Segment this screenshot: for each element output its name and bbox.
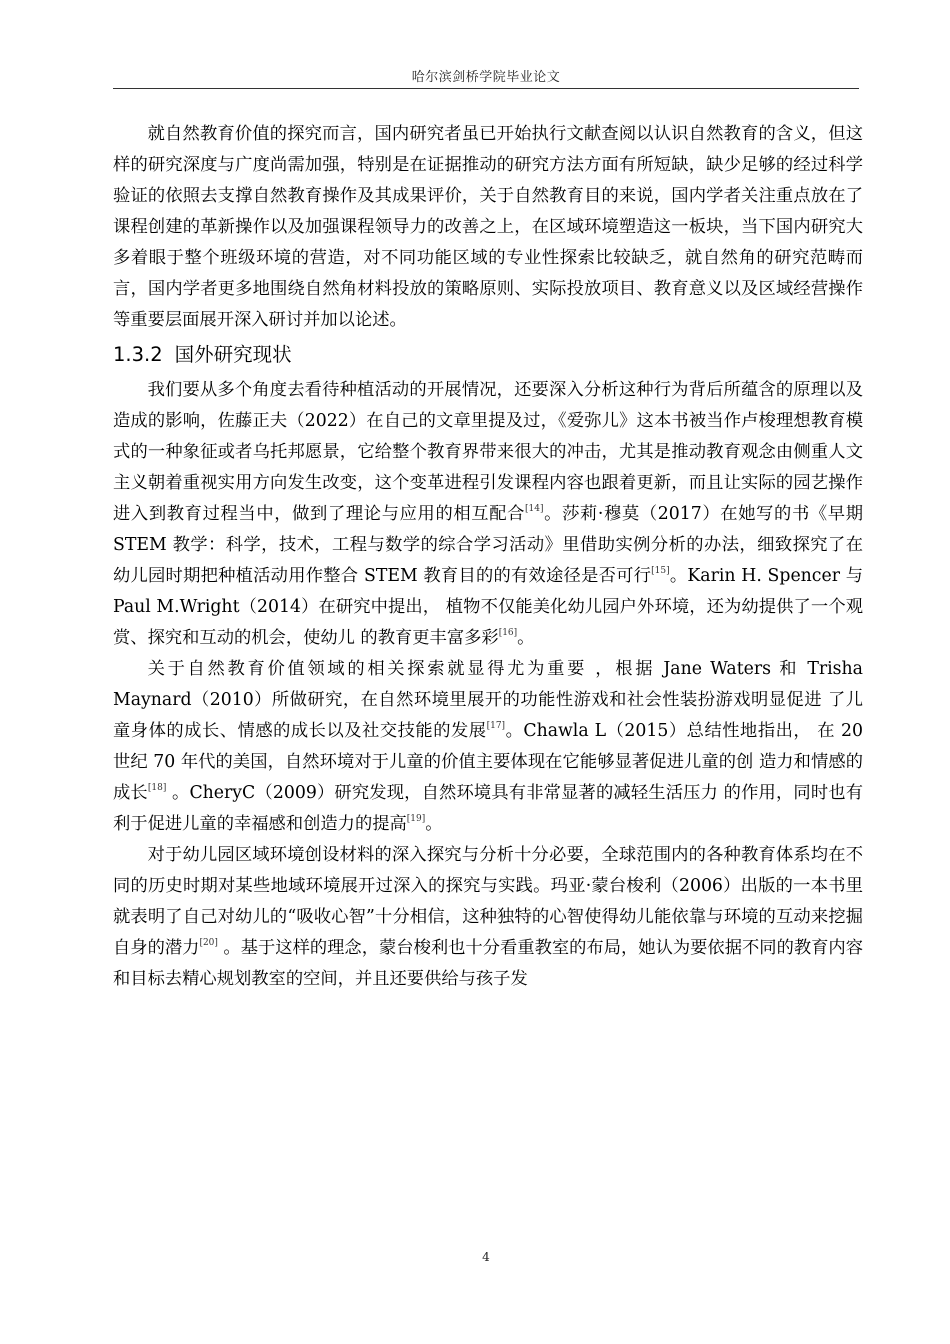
citation-14: [14] bbox=[525, 504, 544, 514]
paragraph-text: 。基于这样的理念，蒙台梭利也十分看重教室的布局，她认为要依据不同的教育内容和目标去精心规划教室的空间，并且还要供给与孩子发 bbox=[113, 938, 863, 989]
paragraph-nature-education-value bbox=[113, 654, 863, 840]
paragraph-text: 我们要从多个角度去看待种植活动的开展情况，还要深入分析这种行为背后所蕴含的原理以及造成的影响，佐藤正夫（2022）在自己的文章里提及过，《爱弥儿》这本书被当作卢梭理想教育模式的一种象征或者乌托邦愿景，它给整个教育界带来很大的冲击，尤其是推动教育观念由侧重人文主义朝着重视实用方向发生改变，这个变革进程引发课程内容也跟着更新，而且让实际的园艺操作进入到教育过程当中，做到了理论与应用的相互配合 bbox=[113, 380, 863, 524]
paragraph-text: 。 bbox=[425, 814, 443, 834]
paragraph-text: 。Chawla L（2015）总结性地指出， 在 20 世纪 70 年代的美国，自然环境对于儿童的价值主要体现在它能够显著促进儿童的创 造力和情感的成长 bbox=[113, 721, 863, 803]
citation-20: [20] bbox=[199, 938, 218, 948]
paragraph-planting-activities bbox=[113, 375, 863, 654]
citation-16: [16] bbox=[498, 628, 518, 638]
section-number: 1.3.2 bbox=[113, 343, 163, 366]
citation-15: [15] bbox=[651, 566, 670, 576]
paragraph-text: 就自然教育价值的探究而言，国内研究者虽已开始执行文献查阅以认识自然教育的含义，但这样的研究深度与广度尚需加强，特别是在证据推动的研究方法方面有所短缺，缺少足够的经过科学验证的依照去支撑自然教育操作及其成果评价，关于自然教育目的来说，国内学者关注重点放在了课程创建的革新操作以及加强课程领导力的改善之上，在区域环境塑造这一板块，当下国内研究大多着眼于整个班级环境的营造，对不同功能区域的专业性探索比较缺乏，就自然角的研究范畴而言，国内学者更多地围绕自然角材料投放的策略原则、实际投放项目、教育意义以及区域经营操作等重要层面展开深入研讨并加以论述。 bbox=[113, 124, 863, 330]
running-header: 哈尔滨剑桥学院毕业论文 bbox=[411, 70, 561, 85]
paragraph-text: 。莎莉·穆莫（2017）在她写的书《早期 STEM 教学：科学，技术，工程与数学的综合学习活动》里借助实例分析的办法，细致探究了在幼儿园时期把种植活动用作整合 STEM 教育目的的有效途径是否可行 bbox=[113, 504, 863, 586]
section-title: 国外研究现状 bbox=[174, 343, 292, 366]
paragraph-text: 。CheryC（2009）研究发现，自然环境具有非常显著的减轻生活压力 的作用，同时也有利于促进儿童的幸福感和创造力的提高 bbox=[113, 783, 863, 834]
page-body bbox=[113, 119, 863, 995]
paragraph-text: 。Karin H. Spencer 与 Paul M.Wright（2014）在研究中提出， 植物不仅能美化幼儿园户外环境，还为幼提供了一个观赏、探究和互动的机会，使幼儿 的教育更丰富多彩 bbox=[113, 566, 863, 648]
paragraph-domestic-summary bbox=[113, 119, 863, 336]
header-rule bbox=[113, 88, 859, 89]
section-heading bbox=[113, 338, 863, 372]
paragraph-text: 。 bbox=[517, 628, 535, 648]
paragraph-text: 对于幼儿园区域环境创设材料的深入探究与分析十分必要，全球范围内的各种教育体系均在不同的历史时期对某些地域环境展开过深入的探究与实践。玛亚·蒙台梭利（2006）出版的一本书里就表明了自己对幼儿的“吸收心智”十分相信，这种独特的心智使得幼儿能依靠与环境的互动来挖掘自身的潜力 bbox=[113, 845, 863, 958]
paragraph-area-environment-materials bbox=[113, 840, 863, 995]
page-number: 4 bbox=[482, 1250, 490, 1264]
citation-18: [18] bbox=[147, 783, 167, 793]
citation-19: [19] bbox=[406, 814, 426, 824]
paragraph-text: 关于自然教育价值领域的相关探索就显得尤为重要 ，根据 Jane Waters 和 Trisha Maynard（2010）所做研究，在自然环境里展开的功能性游戏和社会性装扮游戏明显促进 了儿童身体的成长、情感的成长以及社交技能的发展 bbox=[113, 659, 863, 741]
citation-17: [17] bbox=[486, 721, 506, 731]
